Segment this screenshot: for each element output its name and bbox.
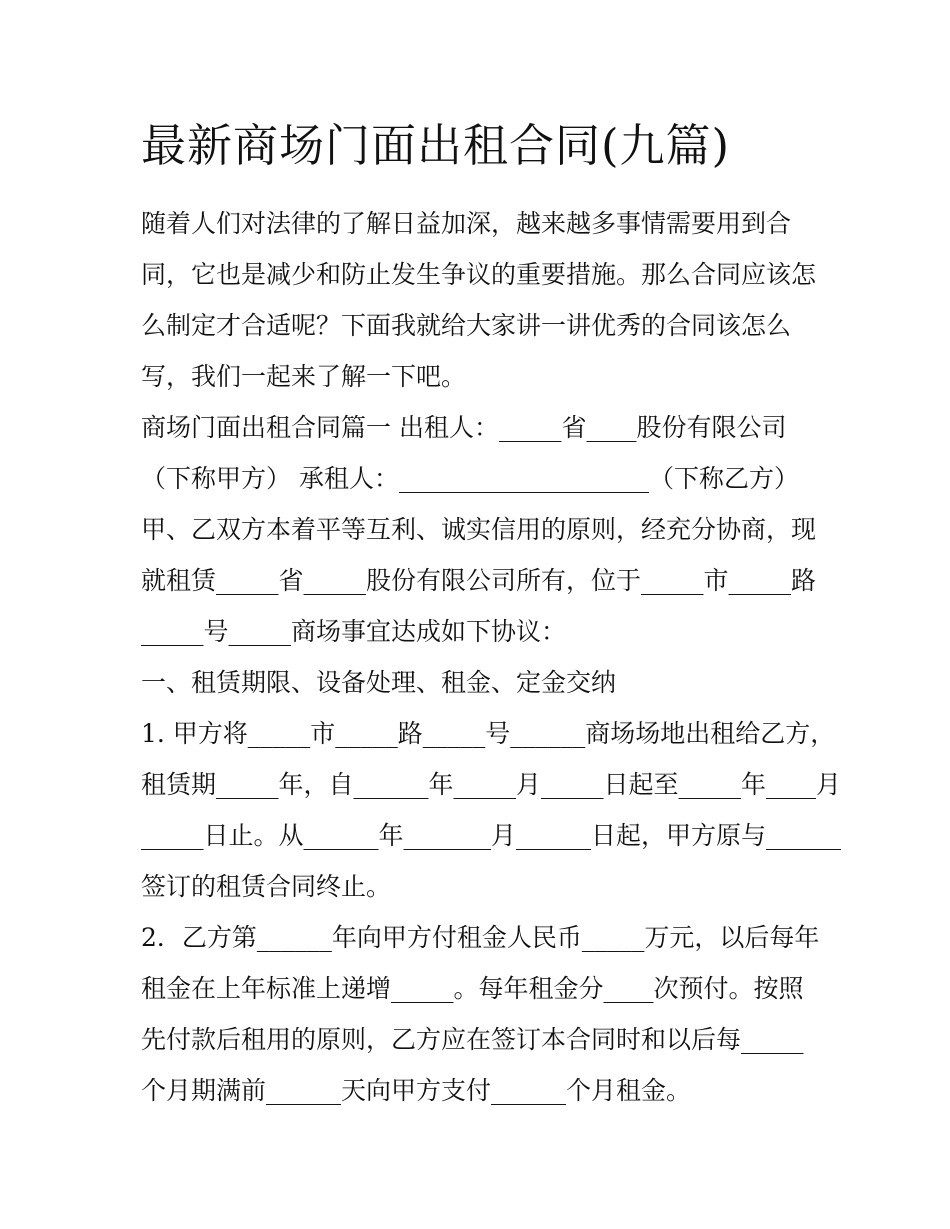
text-line: 租金在上年标准上递增_____。每年租金分____次预付。按照 bbox=[141, 974, 804, 1003]
text-line: 同，它也是减少和防止发生争议的重要措施。那么合同应该怎 bbox=[141, 260, 817, 289]
text-line: 签订的租赁合同终止。 bbox=[141, 872, 392, 901]
text-line: 个月期满前______天向甲方支付______个月租金。 bbox=[141, 1076, 692, 1105]
text-line: 一、租赁期限、设备处理、租金、定金交纳 bbox=[141, 668, 617, 697]
document-body bbox=[141, 198, 841, 1116]
text-line: 甲、乙双方本着平等互利、诚实信用的原则，经充分协商，现 bbox=[141, 515, 817, 544]
text-line: 商场门面出租合同篇一 出租人：_____省____股份有限公司 bbox=[141, 413, 787, 442]
text-line: 就租赁_____省_____股份有限公司所有，位于_____市_____路 bbox=[141, 566, 817, 595]
text-line: 随着人们对法律的了解日益加深，越来越多事情需要用到合 bbox=[141, 209, 792, 238]
text-line: 么制定才合适呢？下面我就给大家讲一讲优秀的合同该怎么 bbox=[141, 311, 792, 340]
text-line: 写，我们一起来了解一下吧。 bbox=[141, 362, 467, 391]
text-line: _____日止。从______年_______月______日起，甲方原与______ bbox=[141, 821, 842, 850]
text-line: （下称甲方） 承租人：____________________（下称乙方） bbox=[141, 464, 799, 493]
text-line: 租赁期_____年，自______年_____月_____日起至_____年____月 bbox=[141, 770, 842, 799]
text-line: _____号_____商场事宜达成如下协议： bbox=[141, 617, 567, 646]
text-line: 先付款后租用的原则，乙方应在签订本合同时和以后每_____ bbox=[141, 1025, 804, 1054]
text-line: 2．乙方第______年向甲方付租金人民币_____万元，以后每年 bbox=[141, 923, 820, 952]
document-title: 最新商场门面出租合同(九篇) bbox=[141, 119, 731, 172]
text-line: 1. 甲方将_____市_____路_____号______商场场地出租给乙方， bbox=[141, 719, 836, 748]
